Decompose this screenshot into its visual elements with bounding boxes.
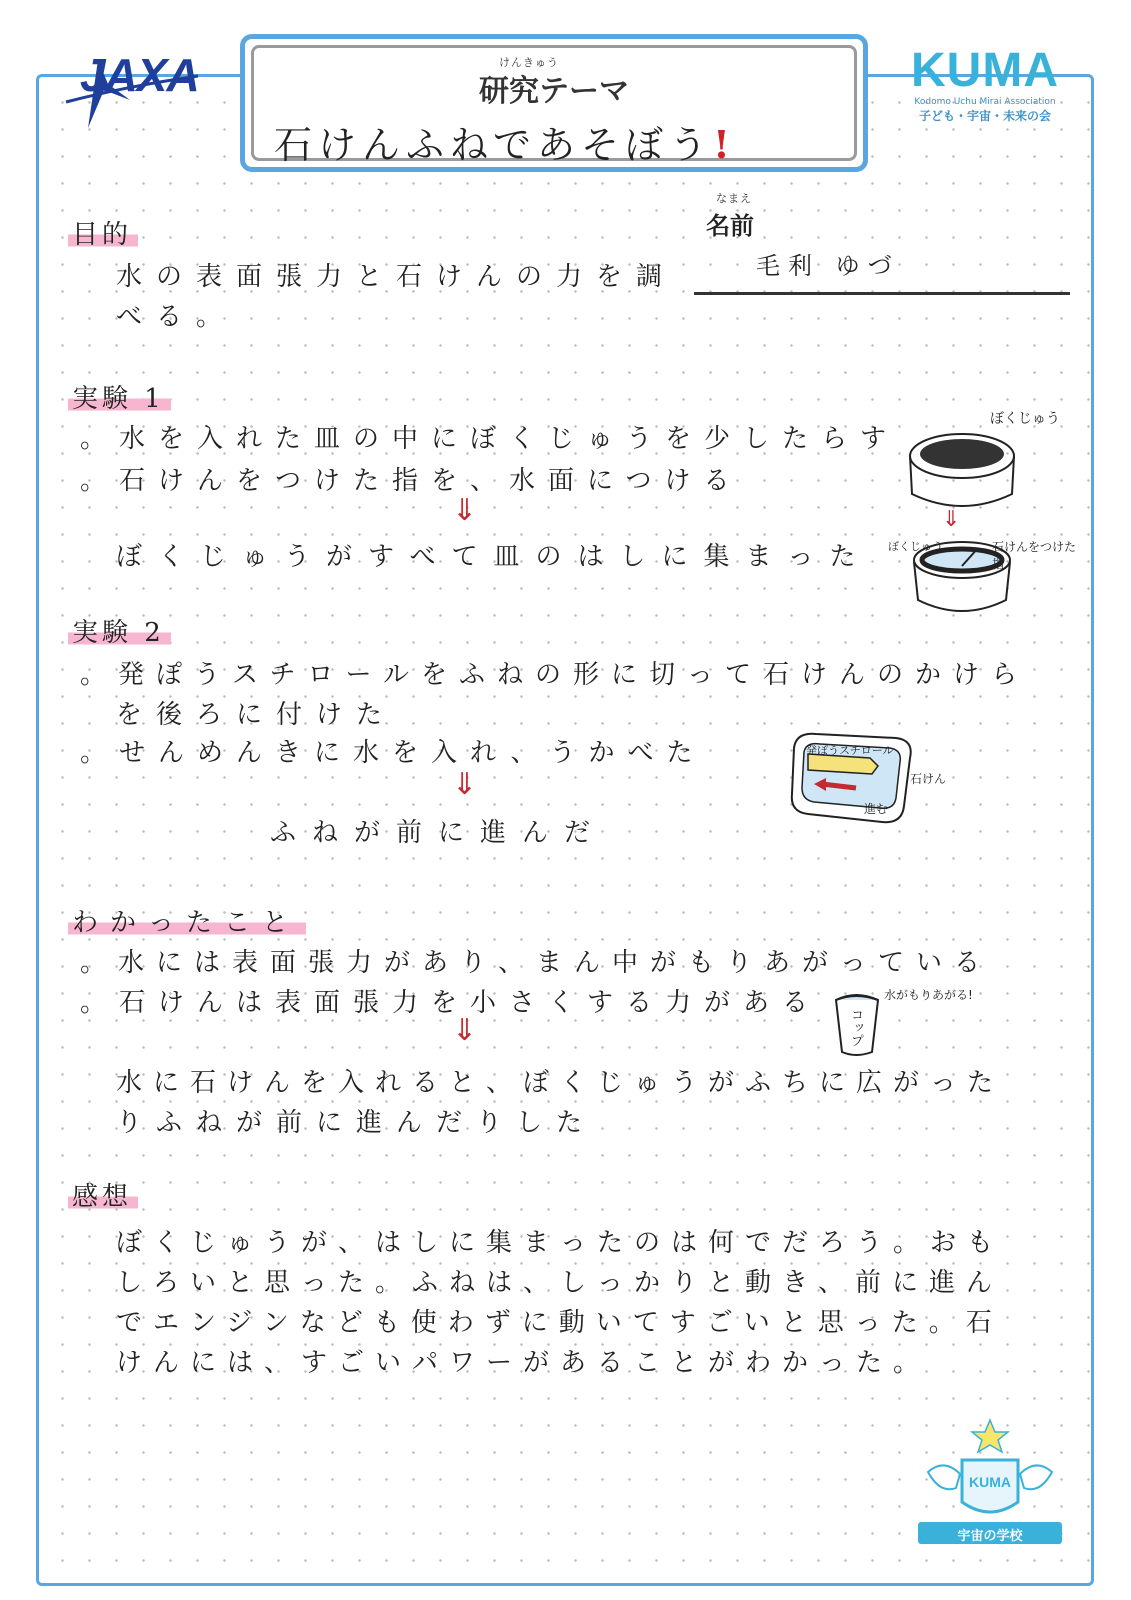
school-ribbon-text: 宇宙の学校 <box>957 1529 1023 1544</box>
name-value: 毛利 ゆづ <box>756 252 900 280</box>
exp2-sketch-label-soap: 石けん <box>910 772 947 786</box>
dish-sketch <box>888 410 1090 630</box>
title-box <box>240 34 868 172</box>
research-theme-text: 石けんふねであそぼう <box>274 123 714 167</box>
exp1-line-1: 。水を入れた皿の中にぼくじゅうを少したらす <box>80 424 900 454</box>
exp2-line-1: 。発ぽうスチロールをふねの形に切って石けんのかけら <box>80 660 1029 690</box>
impression-line-3: でエンジンなども使わずに動いてすごいと思った。石 <box>116 1308 1003 1338</box>
impression-line-2: しろいと思った。ふねは、しっかりと動き、前に進ん <box>116 1268 1003 1298</box>
exp1-heading: 実験 1 <box>68 378 171 415</box>
exp2-line-3: 。せんめんきに水を入れ、うかべた <box>80 738 706 768</box>
learned-result-2: りふねが前に進んだりした <box>116 1108 597 1138</box>
impression-heading: 感想 <box>68 1176 138 1213</box>
impression-line-1: ぼくじゅうが、はしに集まったのは何でだろう。おも <box>116 1228 1005 1258</box>
purpose-line-2: べる。 <box>116 302 237 332</box>
cup-note-water-rises: 水がもりあがる! <box>884 988 973 1002</box>
kuma-logo-japanese: 子ども・宇宙・未来の会 <box>918 109 1051 123</box>
learned-line-1: 。水には表面張力があり、まん中がもりあがっている <box>80 948 993 978</box>
learned-result-1: 水に石けんを入れると、ぼくじゅうがふちに広がった <box>116 1068 1005 1098</box>
research-theme <box>274 114 736 169</box>
name-label: 名前 <box>706 212 754 240</box>
exp1-sketch-label-finger: 石けんをつけた指 <box>992 540 1077 571</box>
exp2-sketch-label-boat: 発ぽうスチロール <box>806 744 894 757</box>
exp2-result: ふねが前に進んだ <box>270 818 607 848</box>
jaxa-logo <box>58 40 208 132</box>
title-inner-border <box>251 45 857 167</box>
purpose-line-1: 水の表面張力と石けんの力を調 <box>116 262 677 292</box>
exp1-result: ぼくじゅうがすべて皿のはしに集まった <box>116 542 872 572</box>
cup-label: コップ <box>848 1008 863 1047</box>
exclamation-mark: ! <box>713 122 736 167</box>
exp2-heading: 実験 2 <box>68 612 171 649</box>
down-arrow-icon: ⇓ <box>452 1013 478 1048</box>
basin-sketch <box>786 728 956 848</box>
page-title: 研究テーマ <box>479 74 629 109</box>
kuma-emblem-text: KUMA <box>969 1474 1011 1490</box>
name-ruby: なまえ <box>716 192 752 205</box>
exp1-sketch-label-ink-2: ぼくじゅう <box>888 540 943 553</box>
kuma-logo-text: KUMA <box>911 44 1059 97</box>
exp1-line-2: 。石けんをつけた指を、水面につける <box>80 466 743 496</box>
impression-line-4: けんには、すごいパワーがあることがわかった。 <box>116 1348 931 1378</box>
learned-heading: わかったこと <box>68 902 306 939</box>
cup-sketch <box>830 990 1010 1060</box>
down-arrow-icon: ⇓ <box>452 493 478 528</box>
title-ruby: けんきゅう <box>499 56 559 69</box>
exp2-sketch-label-move: 進む <box>864 802 889 816</box>
kuma-logo <box>900 46 1070 132</box>
jaxa-logo-text: JAXA <box>80 49 199 101</box>
exp1-sketch-label-ink: ぼくじゅう <box>990 411 1060 427</box>
exp2-line-2: を後ろに付けた <box>116 700 397 730</box>
kuma-logo-english: Kodomo Uchu Mirai Association <box>914 97 1056 107</box>
down-arrow-icon: ⇓ <box>452 767 478 802</box>
name-underline <box>694 292 1070 295</box>
kuma-school-emblem <box>910 1418 1070 1552</box>
purpose-heading: 目的 <box>68 214 138 251</box>
svg-text:⇓: ⇓ <box>942 507 961 532</box>
learned-line-2: 。石けんは表面張力を小さくする力がある <box>80 988 822 1018</box>
